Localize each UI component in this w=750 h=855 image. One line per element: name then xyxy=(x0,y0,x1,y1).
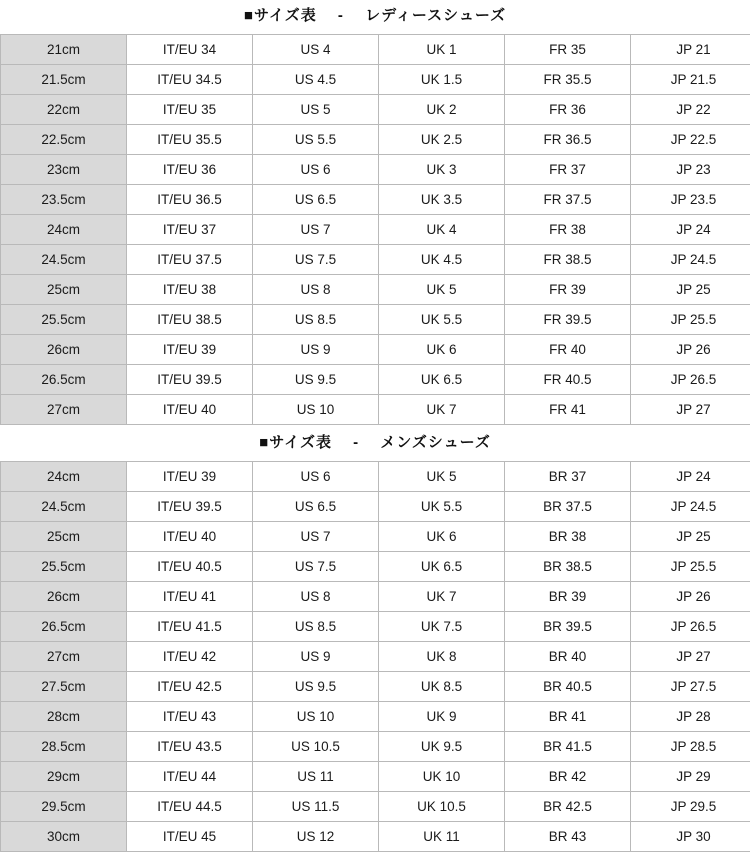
table-row xyxy=(1,732,750,762)
size-value-cell: JP 26.5 xyxy=(631,612,750,642)
table-row xyxy=(1,492,750,522)
size-cm-cell: 25.5cm xyxy=(1,305,127,335)
size-value-cell: US 11 xyxy=(253,762,379,792)
size-cm-cell: 21.5cm xyxy=(1,65,127,95)
size-cm-cell: 21cm xyxy=(1,35,127,65)
size-value-cell: BR 37 xyxy=(505,462,631,492)
size-value-cell: UK 6.5 xyxy=(379,365,505,395)
size-value-cell: FR 40.5 xyxy=(505,365,631,395)
table-row xyxy=(1,245,750,275)
size-value-cell: US 8.5 xyxy=(253,612,379,642)
size-value-cell: UK 4.5 xyxy=(379,245,505,275)
table-row xyxy=(1,155,750,185)
table-row xyxy=(1,822,750,852)
size-cm-cell: 25.5cm xyxy=(1,552,127,582)
size-value-cell: IT/EU 39 xyxy=(127,462,253,492)
size-value-cell: UK 5.5 xyxy=(379,305,505,335)
womens-size-table xyxy=(0,34,750,425)
size-value-cell: JP 29.5 xyxy=(631,792,750,822)
size-value-cell: UK 4 xyxy=(379,215,505,245)
size-value-cell: IT/EU 38.5 xyxy=(127,305,253,335)
size-value-cell: IT/EU 44.5 xyxy=(127,792,253,822)
size-value-cell: US 6 xyxy=(253,462,379,492)
table-row xyxy=(1,275,750,305)
size-value-cell: IT/EU 34 xyxy=(127,35,253,65)
table-row xyxy=(1,552,750,582)
size-value-cell: JP 26.5 xyxy=(631,365,750,395)
table-row xyxy=(1,185,750,215)
size-value-cell: UK 9 xyxy=(379,702,505,732)
size-value-cell: IT/EU 40.5 xyxy=(127,552,253,582)
size-value-cell: JP 27.5 xyxy=(631,672,750,702)
size-cm-cell: 24.5cm xyxy=(1,492,127,522)
size-value-cell: BR 41.5 xyxy=(505,732,631,762)
size-cm-cell: 24.5cm xyxy=(1,245,127,275)
size-value-cell: UK 6 xyxy=(379,335,505,365)
size-value-cell: IT/EU 43.5 xyxy=(127,732,253,762)
size-value-cell: IT/EU 37.5 xyxy=(127,245,253,275)
size-value-cell: US 6.5 xyxy=(253,492,379,522)
table-row xyxy=(1,395,750,425)
size-value-cell: UK 10.5 xyxy=(379,792,505,822)
size-value-cell: US 10.5 xyxy=(253,732,379,762)
size-cm-cell: 29cm xyxy=(1,762,127,792)
size-value-cell: JP 25.5 xyxy=(631,305,750,335)
size-value-cell: IT/EU 35.5 xyxy=(127,125,253,155)
size-value-cell: IT/EU 45 xyxy=(127,822,253,852)
size-value-cell: FR 41 xyxy=(505,395,631,425)
size-value-cell: BR 41 xyxy=(505,702,631,732)
size-value-cell: BR 40 xyxy=(505,642,631,672)
size-cm-cell: 25cm xyxy=(1,522,127,552)
table-row xyxy=(1,215,750,245)
size-value-cell: FR 35 xyxy=(505,35,631,65)
table-row xyxy=(1,612,750,642)
size-value-cell: JP 27 xyxy=(631,395,750,425)
size-cm-cell: 26.5cm xyxy=(1,365,127,395)
table-row xyxy=(1,65,750,95)
size-value-cell: US 8 xyxy=(253,582,379,612)
size-value-cell: JP 29 xyxy=(631,762,750,792)
size-value-cell: IT/EU 41 xyxy=(127,582,253,612)
table-row xyxy=(1,792,750,822)
size-cm-cell: 23cm xyxy=(1,155,127,185)
size-cm-cell: 26cm xyxy=(1,582,127,612)
table-row xyxy=(1,762,750,792)
mens-shoes-section xyxy=(0,427,750,852)
size-value-cell: BR 39.5 xyxy=(505,612,631,642)
size-value-cell: UK 3 xyxy=(379,155,505,185)
size-value-cell: IT/EU 39.5 xyxy=(127,365,253,395)
size-value-cell: IT/EU 35 xyxy=(127,95,253,125)
size-value-cell: UK 8 xyxy=(379,642,505,672)
table-row xyxy=(1,335,750,365)
size-cm-cell: 22.5cm xyxy=(1,125,127,155)
size-value-cell: US 4 xyxy=(253,35,379,65)
table-row xyxy=(1,35,750,65)
size-value-cell: US 10 xyxy=(253,702,379,732)
size-value-cell: US 4.5 xyxy=(253,65,379,95)
size-cm-cell: 25cm xyxy=(1,275,127,305)
size-cm-cell: 27cm xyxy=(1,395,127,425)
size-value-cell: US 5.5 xyxy=(253,125,379,155)
size-value-cell: IT/EU 34.5 xyxy=(127,65,253,95)
table-row xyxy=(1,95,750,125)
size-cm-cell: 22cm xyxy=(1,95,127,125)
table-row xyxy=(1,522,750,552)
size-value-cell: JP 22.5 xyxy=(631,125,750,155)
table-row xyxy=(1,642,750,672)
size-value-cell: IT/EU 36 xyxy=(127,155,253,185)
size-value-cell: FR 38.5 xyxy=(505,245,631,275)
size-cm-cell: 24cm xyxy=(1,462,127,492)
size-value-cell: UK 5.5 xyxy=(379,492,505,522)
size-value-cell: BR 42.5 xyxy=(505,792,631,822)
size-value-cell: UK 7 xyxy=(379,395,505,425)
size-value-cell: JP 21 xyxy=(631,35,750,65)
size-value-cell: FR 39.5 xyxy=(505,305,631,335)
size-value-cell: US 6.5 xyxy=(253,185,379,215)
size-value-cell: JP 28.5 xyxy=(631,732,750,762)
size-value-cell: US 10 xyxy=(253,395,379,425)
size-value-cell: UK 6 xyxy=(379,522,505,552)
size-value-cell: IT/EU 40 xyxy=(127,522,253,552)
table-row xyxy=(1,462,750,492)
size-value-cell: BR 43 xyxy=(505,822,631,852)
size-value-cell: UK 11 xyxy=(379,822,505,852)
size-value-cell: UK 1 xyxy=(379,35,505,65)
size-value-cell: UK 2 xyxy=(379,95,505,125)
table-row xyxy=(1,305,750,335)
size-value-cell: JP 22 xyxy=(631,95,750,125)
size-value-cell: JP 24.5 xyxy=(631,245,750,275)
table-row xyxy=(1,365,750,395)
size-value-cell: UK 3.5 xyxy=(379,185,505,215)
size-value-cell: IT/EU 36.5 xyxy=(127,185,253,215)
size-value-cell: BR 37.5 xyxy=(505,492,631,522)
size-value-cell: IT/EU 43 xyxy=(127,702,253,732)
size-value-cell: US 9 xyxy=(253,642,379,672)
size-value-cell: JP 30 xyxy=(631,822,750,852)
size-value-cell: FR 35.5 xyxy=(505,65,631,95)
size-value-cell: IT/EU 39.5 xyxy=(127,492,253,522)
size-value-cell: US 9 xyxy=(253,335,379,365)
size-value-cell: UK 1.5 xyxy=(379,65,505,95)
size-value-cell: UK 9.5 xyxy=(379,732,505,762)
size-value-cell: IT/EU 40 xyxy=(127,395,253,425)
table-row xyxy=(1,582,750,612)
size-value-cell: IT/EU 42 xyxy=(127,642,253,672)
size-value-cell: JP 27 xyxy=(631,642,750,672)
size-value-cell: JP 25.5 xyxy=(631,552,750,582)
size-cm-cell: 28.5cm xyxy=(1,732,127,762)
size-value-cell: JP 26 xyxy=(631,335,750,365)
size-cm-cell: 24cm xyxy=(1,215,127,245)
size-value-cell: UK 5 xyxy=(379,275,505,305)
size-value-cell: JP 26 xyxy=(631,582,750,612)
mens-size-table xyxy=(0,461,750,852)
size-value-cell: IT/EU 39 xyxy=(127,335,253,365)
size-value-cell: FR 39 xyxy=(505,275,631,305)
size-value-cell: UK 5 xyxy=(379,462,505,492)
size-value-cell: JP 21.5 xyxy=(631,65,750,95)
size-value-cell: UK 7 xyxy=(379,582,505,612)
size-value-cell: US 5 xyxy=(253,95,379,125)
size-value-cell: UK 6.5 xyxy=(379,552,505,582)
size-value-cell: JP 24 xyxy=(631,215,750,245)
table-row xyxy=(1,125,750,155)
womens-size-table-body xyxy=(1,35,750,425)
size-value-cell: US 12 xyxy=(253,822,379,852)
mens-section-title: ■サイズ表 - メンズシューズ xyxy=(259,434,491,451)
mens-size-table-body xyxy=(1,462,750,852)
size-cm-cell: 27.5cm xyxy=(1,672,127,702)
table-row xyxy=(1,672,750,702)
size-value-cell: US 8 xyxy=(253,275,379,305)
size-value-cell: FR 38 xyxy=(505,215,631,245)
size-value-cell: UK 10 xyxy=(379,762,505,792)
size-value-cell: JP 24.5 xyxy=(631,492,750,522)
size-value-cell: JP 25 xyxy=(631,522,750,552)
size-value-cell: IT/EU 38 xyxy=(127,275,253,305)
size-value-cell: FR 36.5 xyxy=(505,125,631,155)
size-value-cell: JP 24 xyxy=(631,462,750,492)
size-value-cell: FR 40 xyxy=(505,335,631,365)
size-value-cell: US 7 xyxy=(253,215,379,245)
size-value-cell: US 9.5 xyxy=(253,672,379,702)
womens-shoes-section xyxy=(0,0,750,425)
size-value-cell: BR 40.5 xyxy=(505,672,631,702)
size-cm-cell: 27cm xyxy=(1,642,127,672)
womens-section-title: ■サイズ表 - レディースシューズ xyxy=(243,7,507,24)
size-value-cell: FR 37.5 xyxy=(505,185,631,215)
size-value-cell: IT/EU 37 xyxy=(127,215,253,245)
size-cm-cell: 29.5cm xyxy=(1,792,127,822)
size-value-cell: US 9.5 xyxy=(253,365,379,395)
size-cm-cell: 28cm xyxy=(1,702,127,732)
size-value-cell: BR 38.5 xyxy=(505,552,631,582)
size-value-cell: UK 2.5 xyxy=(379,125,505,155)
size-value-cell: US 7 xyxy=(253,522,379,552)
size-value-cell: IT/EU 42.5 xyxy=(127,672,253,702)
size-value-cell: US 7.5 xyxy=(253,245,379,275)
size-value-cell: UK 7.5 xyxy=(379,612,505,642)
size-value-cell: UK 8.5 xyxy=(379,672,505,702)
size-value-cell: JP 23.5 xyxy=(631,185,750,215)
size-value-cell: IT/EU 44 xyxy=(127,762,253,792)
size-value-cell: BR 42 xyxy=(505,762,631,792)
size-value-cell: JP 25 xyxy=(631,275,750,305)
size-value-cell: JP 28 xyxy=(631,702,750,732)
size-value-cell: US 11.5 xyxy=(253,792,379,822)
size-value-cell: US 8.5 xyxy=(253,305,379,335)
size-cm-cell: 23.5cm xyxy=(1,185,127,215)
size-value-cell: US 7.5 xyxy=(253,552,379,582)
table-row xyxy=(1,702,750,732)
size-value-cell: BR 39 xyxy=(505,582,631,612)
size-value-cell: IT/EU 41.5 xyxy=(127,612,253,642)
size-cm-cell: 26.5cm xyxy=(1,612,127,642)
size-value-cell: FR 37 xyxy=(505,155,631,185)
size-cm-cell: 26cm xyxy=(1,335,127,365)
size-value-cell: FR 36 xyxy=(505,95,631,125)
size-value-cell: BR 38 xyxy=(505,522,631,552)
size-cm-cell: 30cm xyxy=(1,822,127,852)
size-value-cell: US 6 xyxy=(253,155,379,185)
size-value-cell: JP 23 xyxy=(631,155,750,185)
